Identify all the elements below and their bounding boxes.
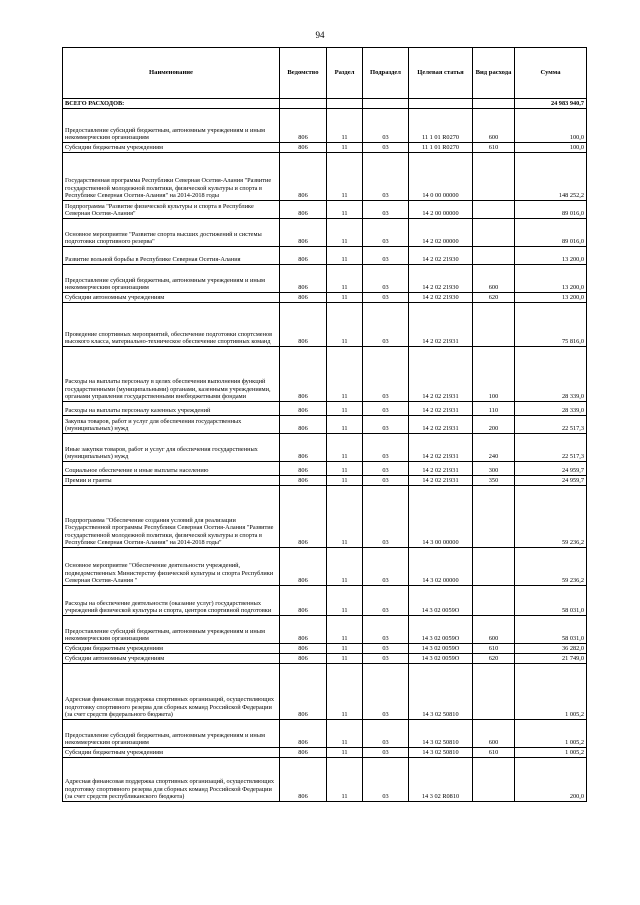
cell-name: Закупка товаров, работ и услуг для обеспечения государственных (муниципальных) нужд xyxy=(63,416,280,434)
cell-sum: 28 339,0 xyxy=(515,347,587,402)
cell-target: 14 3 02 00000 xyxy=(409,548,473,586)
table-row xyxy=(63,153,587,201)
cell-subsection: 03 xyxy=(363,143,409,153)
cell-section: 11 xyxy=(327,720,363,748)
cell-subsection: 03 xyxy=(363,616,409,644)
cell-subsection: 03 xyxy=(363,153,409,201)
cell-section: 11 xyxy=(327,644,363,654)
cell-dept: 806 xyxy=(280,664,327,720)
cell-name: Субсидии автономным учреждениям xyxy=(63,293,280,303)
page-number: 94 xyxy=(315,30,325,40)
cell-target: 14 2 02 21930 xyxy=(409,265,473,293)
cell-section: 11 xyxy=(327,416,363,434)
cell-sum: 75 816,0 xyxy=(515,303,587,347)
cell-target: 14 3 02 0059О xyxy=(409,654,473,664)
table-row xyxy=(63,303,587,347)
cell-expense xyxy=(473,201,515,219)
cell-name: Расходы на выплаты персоналу казенных учреждений xyxy=(63,402,280,416)
cell-expense: 200 xyxy=(473,416,515,434)
cell-section: 11 xyxy=(327,462,363,476)
cell-expense xyxy=(473,664,515,720)
header-sum: Сумма xyxy=(515,48,587,99)
cell-section: 11 xyxy=(327,109,363,143)
cell-expense: 600 xyxy=(473,616,515,644)
cell-dept: 806 xyxy=(280,265,327,293)
cell-name: Расходы на обеспечение деятельности (оказание услуг) государственных учреждений физической культуры и спорта, центров спортивной подготовки xyxy=(63,586,280,616)
cell-section: 11 xyxy=(327,143,363,153)
cell-name: Адресная финансовая поддержка спортивных организаций, осуществляющих подготовку спортивного резерва для сборных команд Российской Федерации (за счет средств федерального бюджета) xyxy=(63,664,280,720)
cell-name: Иные закупки товаров, работ и услуг для обеспечения государственных (муниципальных) нужд xyxy=(63,434,280,462)
cell-expense: 100 xyxy=(473,347,515,402)
cell-name: Основное мероприятие "Обеспечение деятельности учреждений, подведомственных Министерству физической культуры и спорта Республики Северная Осетия-Алания " xyxy=(63,548,280,586)
cell-dept: 806 xyxy=(280,416,327,434)
cell-name: Подпрограмма "Обеспечение создания условий для реализации Государственной программы Республики Северная Осетия-Алания "Развитие государственной молодежной политики, физической культуры и спорта в Республике Северная Осетия-Алания" на 2014-2018 годы" xyxy=(63,486,280,548)
cell-target: 11 1 01 R0270 xyxy=(409,109,473,143)
cell-name: Субсидии автономным учреждениям xyxy=(63,654,280,664)
cell-name: Предоставление субсидий бюджетным, автономным учреждениям и иным некоммерческим организациям xyxy=(63,616,280,644)
cell-sum: 22 517,3 xyxy=(515,416,587,434)
cell-target: 14 3 02 0059О xyxy=(409,644,473,654)
cell-sum: 148 252,2 xyxy=(515,153,587,201)
cell-target: 14 0 00 00000 xyxy=(409,153,473,201)
cell-name: Государственная программа Республики Северная Осетия-Алания "Развитие государственной молодежной политики, физической культуры и спорта в Республике Северная Осетия-Алания" на 2014-2018 годы xyxy=(63,153,280,201)
cell-name: Проведение спортивных мероприятий, обеспечение подготовки спортсменов высокого класса, материально-техническое обеспечение спортивных команд xyxy=(63,303,280,347)
cell-dept: 806 xyxy=(280,347,327,402)
cell-expense: 610 xyxy=(473,143,515,153)
cell-sum: 59 236,2 xyxy=(515,486,587,548)
table-row xyxy=(63,265,587,293)
cell-expense: 600 xyxy=(473,109,515,143)
cell-section: 11 xyxy=(327,476,363,486)
cell-dept: 806 xyxy=(280,616,327,644)
cell-dept: 806 xyxy=(280,143,327,153)
cell-subsection: 03 xyxy=(363,462,409,476)
cell-name: Социальное обеспечение и иные выплаты населению xyxy=(63,462,280,476)
budget-table xyxy=(62,47,587,802)
cell-target: 14 2 00 00000 xyxy=(409,201,473,219)
cell-expense: 610 xyxy=(473,748,515,758)
cell-target: 14 2 02 21931 xyxy=(409,402,473,416)
cell-target: 14 2 02 21931 xyxy=(409,303,473,347)
cell-target: 14 3 02 R0810 xyxy=(409,758,473,802)
cell-sum: 59 236,2 xyxy=(515,548,587,586)
cell-target: 14 2 02 00000 xyxy=(409,219,473,247)
cell-sum: 58 031,0 xyxy=(515,586,587,616)
cell-name: Субсидии бюджетным учреждениям xyxy=(63,748,280,758)
cell-section: 11 xyxy=(327,586,363,616)
cell-dept: 806 xyxy=(280,720,327,748)
cell-expense xyxy=(473,548,515,586)
cell-section: 11 xyxy=(327,219,363,247)
cell-dept: 806 xyxy=(280,586,327,616)
cell-expense xyxy=(473,99,515,109)
cell-dept: 806 xyxy=(280,434,327,462)
cell-subsection xyxy=(363,99,409,109)
table-row xyxy=(63,720,587,748)
cell-dept: 806 xyxy=(280,462,327,476)
cell-target: 14 2 02 21930 xyxy=(409,293,473,303)
cell-subsection: 03 xyxy=(363,303,409,347)
cell-subsection: 03 xyxy=(363,644,409,654)
cell-expense: 110 xyxy=(473,402,515,416)
header-name: Наименование xyxy=(63,48,280,99)
cell-section: 11 xyxy=(327,347,363,402)
cell-sum: 89 016,0 xyxy=(515,219,587,247)
cell-target: 14 2 02 21931 xyxy=(409,416,473,434)
table-row xyxy=(63,293,587,303)
table-row xyxy=(63,486,587,548)
cell-sum: 100,0 xyxy=(515,109,587,143)
header-target: Целевая статья xyxy=(409,48,473,99)
table-row xyxy=(63,247,587,265)
cell-sum: 24 959,7 xyxy=(515,462,587,476)
cell-dept: 806 xyxy=(280,476,327,486)
cell-name: Основное мероприятие "Развитие спорта высших достижений и системы подготовки спортивного резерва" xyxy=(63,219,280,247)
cell-subsection: 03 xyxy=(363,664,409,720)
cell-section: 11 xyxy=(327,247,363,265)
cell-sum: 58 031,0 xyxy=(515,616,587,644)
table-row xyxy=(63,644,587,654)
cell-dept: 806 xyxy=(280,201,327,219)
cell-section: 11 xyxy=(327,616,363,644)
cell-expense: 240 xyxy=(473,434,515,462)
cell-sum: 24 959,7 xyxy=(515,476,587,486)
cell-expense xyxy=(473,758,515,802)
cell-target: 14 3 02 50810 xyxy=(409,748,473,758)
cell-dept: 806 xyxy=(280,644,327,654)
cell-dept: 806 xyxy=(280,654,327,664)
cell-sum: 1 005,2 xyxy=(515,720,587,748)
cell-subsection: 03 xyxy=(363,486,409,548)
cell-subsection: 03 xyxy=(363,265,409,293)
table-row xyxy=(63,143,587,153)
cell-dept xyxy=(280,99,327,109)
cell-sum: 13 200,0 xyxy=(515,293,587,303)
table-row xyxy=(63,548,587,586)
cell-target xyxy=(409,99,473,109)
header-section: Раздел xyxy=(327,48,363,99)
table-row xyxy=(63,462,587,476)
cell-expense xyxy=(473,486,515,548)
cell-target: 14 3 02 50810 xyxy=(409,664,473,720)
cell-target: 11 1 01 R0270 xyxy=(409,143,473,153)
cell-name: Предоставление субсидий бюджетным, автономным учреждениям и иным некоммерческим организациям xyxy=(63,109,280,143)
cell-expense: 620 xyxy=(473,654,515,664)
header-dept: Ведомство xyxy=(280,48,327,99)
table-row xyxy=(63,616,587,644)
cell-section: 11 xyxy=(327,265,363,293)
header-subsection: Подраздел xyxy=(363,48,409,99)
cell-sum: 22 517,3 xyxy=(515,434,587,462)
cell-sum: 13 200,0 xyxy=(515,265,587,293)
cell-name: Развитие вольной борьбы в Республике Северная Осетия-Алания xyxy=(63,247,280,265)
cell-sum: 36 282,0 xyxy=(515,644,587,654)
table-row xyxy=(63,109,587,143)
cell-name: Расходы на выплаты персоналу в целях обеспечения выполнения функций государственными (муниципальными) органами, казенными учреждениями, органами управления государственными внебюджетными фондами xyxy=(63,347,280,402)
cell-expense xyxy=(473,586,515,616)
cell-target: 14 2 02 21931 xyxy=(409,462,473,476)
cell-target: 14 2 02 21930 xyxy=(409,247,473,265)
table-row xyxy=(63,219,587,247)
cell-sum: 28 339,0 xyxy=(515,402,587,416)
cell-sum: 1 005,2 xyxy=(515,748,587,758)
table-row xyxy=(63,748,587,758)
cell-name: Субсидии бюджетным учреждениям xyxy=(63,644,280,654)
cell-dept: 806 xyxy=(280,486,327,548)
cell-section: 11 xyxy=(327,402,363,416)
cell-subsection: 03 xyxy=(363,548,409,586)
cell-name: Предоставление субсидий бюджетным, автономным учреждениям и иным некоммерческим организациям xyxy=(63,265,280,293)
table-row xyxy=(63,99,587,109)
cell-expense: 600 xyxy=(473,265,515,293)
cell-name: Премии и гранты xyxy=(63,476,280,486)
cell-expense xyxy=(473,247,515,265)
cell-target: 14 2 02 21931 xyxy=(409,476,473,486)
cell-expense xyxy=(473,153,515,201)
cell-expense: 610 xyxy=(473,644,515,654)
cell-target: 14 2 02 21931 xyxy=(409,347,473,402)
cell-name: ВСЕГО РАСХОДОВ: xyxy=(63,99,280,109)
cell-sum: 21 749,0 xyxy=(515,654,587,664)
cell-subsection: 03 xyxy=(363,720,409,748)
cell-sum: 89 016,0 xyxy=(515,201,587,219)
cell-subsection: 03 xyxy=(363,434,409,462)
cell-expense: 300 xyxy=(473,462,515,476)
table-row xyxy=(63,654,587,664)
cell-sum: 24 983 940,7 xyxy=(515,99,587,109)
cell-dept: 806 xyxy=(280,758,327,802)
table-row xyxy=(63,434,587,462)
cell-expense: 350 xyxy=(473,476,515,486)
cell-subsection: 03 xyxy=(363,476,409,486)
cell-name: Адресная финансовая поддержка спортивных организаций, осуществляющих подготовку спортивного резерва для сборных команд Российской Федерации (за счет средств республиканского бюджета) xyxy=(63,758,280,802)
table-row xyxy=(63,416,587,434)
cell-name: Субсидии бюджетным учреждениям xyxy=(63,143,280,153)
cell-subsection: 03 xyxy=(363,247,409,265)
cell-section: 11 xyxy=(327,748,363,758)
cell-expense: 600 xyxy=(473,720,515,748)
cell-section: 11 xyxy=(327,664,363,720)
cell-dept: 806 xyxy=(280,303,327,347)
cell-sum: 13 200,0 xyxy=(515,247,587,265)
cell-sum: 200,0 xyxy=(515,758,587,802)
cell-subsection: 03 xyxy=(363,586,409,616)
cell-section: 11 xyxy=(327,201,363,219)
cell-target: 14 2 02 21931 xyxy=(409,434,473,462)
table-header-row xyxy=(63,48,587,99)
cell-section: 11 xyxy=(327,434,363,462)
table-row xyxy=(63,201,587,219)
cell-subsection: 03 xyxy=(363,402,409,416)
cell-dept: 806 xyxy=(280,247,327,265)
cell-dept: 806 xyxy=(280,548,327,586)
table-row xyxy=(63,758,587,802)
cell-name: Подпрограмма "Развитие физической культуры и спорта в Республике Северная Осетия-Алания" xyxy=(63,201,280,219)
cell-section: 11 xyxy=(327,758,363,802)
cell-target: 14 3 02 50810 xyxy=(409,720,473,748)
cell-dept: 806 xyxy=(280,748,327,758)
cell-subsection: 03 xyxy=(363,293,409,303)
cell-name: Предоставление субсидий бюджетным, автономным учреждениям и иным некоммерческим организациям xyxy=(63,720,280,748)
cell-subsection: 03 xyxy=(363,758,409,802)
header-expense: Вид расхода xyxy=(473,48,515,99)
cell-dept: 806 xyxy=(280,402,327,416)
cell-section: 11 xyxy=(327,486,363,548)
cell-subsection: 03 xyxy=(363,347,409,402)
cell-subsection: 03 xyxy=(363,416,409,434)
cell-subsection: 03 xyxy=(363,109,409,143)
table-row xyxy=(63,586,587,616)
cell-target: 14 3 00 00000 xyxy=(409,486,473,548)
cell-expense xyxy=(473,219,515,247)
table-body xyxy=(63,99,587,802)
cell-section: 11 xyxy=(327,293,363,303)
cell-section: 11 xyxy=(327,654,363,664)
cell-target: 14 3 02 0059О xyxy=(409,586,473,616)
cell-subsection: 03 xyxy=(363,748,409,758)
cell-section xyxy=(327,99,363,109)
table-row xyxy=(63,664,587,720)
cell-target: 14 3 02 0059О xyxy=(409,616,473,644)
cell-dept: 806 xyxy=(280,153,327,201)
table-row xyxy=(63,402,587,416)
cell-dept: 806 xyxy=(280,293,327,303)
cell-expense xyxy=(473,303,515,347)
cell-subsection: 03 xyxy=(363,201,409,219)
cell-expense: 620 xyxy=(473,293,515,303)
cell-subsection: 03 xyxy=(363,654,409,664)
cell-dept: 806 xyxy=(280,109,327,143)
cell-subsection: 03 xyxy=(363,219,409,247)
table-row xyxy=(63,476,587,486)
cell-section: 11 xyxy=(327,303,363,347)
cell-sum: 100,0 xyxy=(515,143,587,153)
cell-dept: 806 xyxy=(280,219,327,247)
cell-section: 11 xyxy=(327,153,363,201)
cell-section: 11 xyxy=(327,548,363,586)
cell-sum: 1 005,2 xyxy=(515,664,587,720)
table-row xyxy=(63,347,587,402)
